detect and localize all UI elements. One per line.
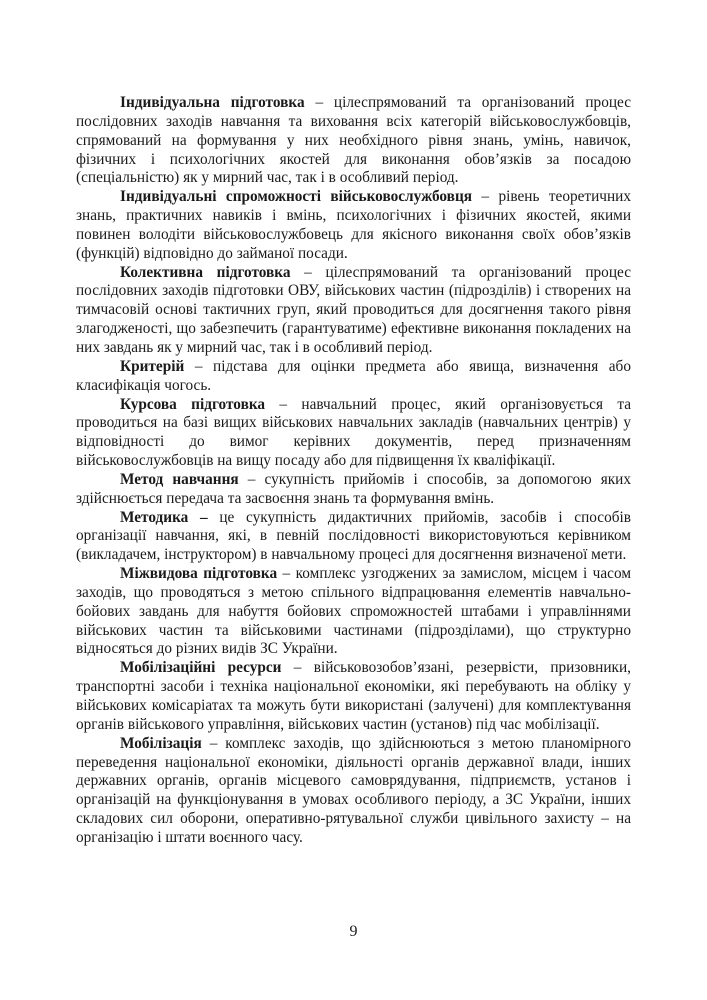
glossary-definition: – військовозобов’язані, резервісти, призовники, транспортні засоби і техніка національної економіки, які перебувають на обліку у військових комісаріатах та можуть бути використані (залучені) для комплектування органів військового управління, військових частин (установ) під час мобілізації.	[76, 659, 631, 733]
glossary-definition: – підстава для оцінки предмета або явища, визначення або класифікація чогось.	[76, 357, 631, 394]
glossary-entry	[76, 358, 631, 396]
page-number: 9	[349, 923, 358, 940]
glossary-entry	[76, 659, 631, 734]
glossary-term: Мобілізаційні ресурси	[120, 659, 282, 677]
glossary-term: Методика –	[120, 508, 208, 526]
glossary-entry	[76, 396, 631, 471]
glossary-entry	[76, 471, 631, 509]
glossary-term: Мобілізація	[120, 734, 202, 752]
glossary-entry	[76, 735, 631, 848]
glossary-term: Міжвидова підготовка	[120, 565, 278, 583]
glossary-term: Курсова підготовка	[120, 395, 266, 413]
glossary-definition: – комплекс узгоджених за замислом, місцем і часом заходів, що проводяться з метою спільного відпрацювання елементів навчально-бойових завдань для набуття бойових спроможностей штабами і управліннями військових частин та військовими частинами (підрозділами), що структурно відносяться до різних видів ЗС України.	[76, 565, 631, 658]
glossary-definition: – комплекс заходів, що здійснюються з метою планомірного переведення національної економіки, діяльності органів державної влади, інших державних органів, органів місцевого самоврядування, підприємств, установ і організацій на функціонування в умовах особливого періоду, а ЗС України, інших складових сил оборони, оперативно-рятувальної служби цивільного захисту – на організацію і штати воєнного часу.	[76, 734, 631, 846]
glossary-definition: – цілеспрямований та організований процес послідовних заходів навчання та виховання всіх категорій військовослужбовців, спрямований на формування у них необхідного рівня знань, умінь, навичок, фізичних і психологічних якостей для виконання обов’язків за посадою (спеціальністю) як у мирний час, так і в особливий період.	[76, 94, 632, 187]
glossary-term: Індивідуальні спроможності військовослужбовця	[120, 188, 473, 206]
glossary-body	[76, 94, 631, 848]
glossary-term: Колективна підготовка	[120, 263, 291, 281]
glossary-entry	[76, 509, 631, 566]
glossary-definition: – сукупність прийомів і способів, за допомогою яких здійснюється передача та засвоєння знань та формування вмінь.	[76, 470, 631, 507]
glossary-definition: це сукупність дидактичних прийомів, засобів і способів організації навчання, які, в певній послідовності використовуються керівником (викладачем, інструктором) в навчальному процесі для досягнення визначеної мети.	[76, 508, 631, 564]
glossary-entry	[76, 94, 631, 188]
glossary-term: Індивідуальна підготовка	[120, 94, 305, 111]
glossary-term: Метод навчання	[120, 470, 239, 488]
glossary-definition: – рівень теоретичних знань, практичних навиків і вмінь, психологічних і фізичних якостей, якими повинен володіти військовослужбовець для якісного виконання своїх обов’язків (функцій) відповідно до займаної посади.	[76, 188, 631, 262]
glossary-definition: – навчальний процес, який організовується та проводиться на базі вищих військових навчальних закладів (навчальних центрів) у відповідності до вимог керівних документів, перед призначенням військовослужбовців на вищу посаду або для підвищення їх кваліфікації.	[76, 395, 632, 470]
glossary-entry	[76, 188, 631, 263]
glossary-entry	[76, 264, 631, 358]
glossary-definition: – цілеспрямований та організований процес послідовних заходів підготовки ОВУ, військових частин (підрозділів) і створених на тимчасовій основі тактичних груп, який проводиться для досягнення такого рівня злагодженості, що забезпечить (гарантуватиме) ефективне виконання покладених на них завдань як у мирний час, так і в особливий період.	[76, 263, 631, 356]
glossary-entry	[76, 565, 631, 659]
glossary-term: Критерій	[120, 357, 185, 375]
